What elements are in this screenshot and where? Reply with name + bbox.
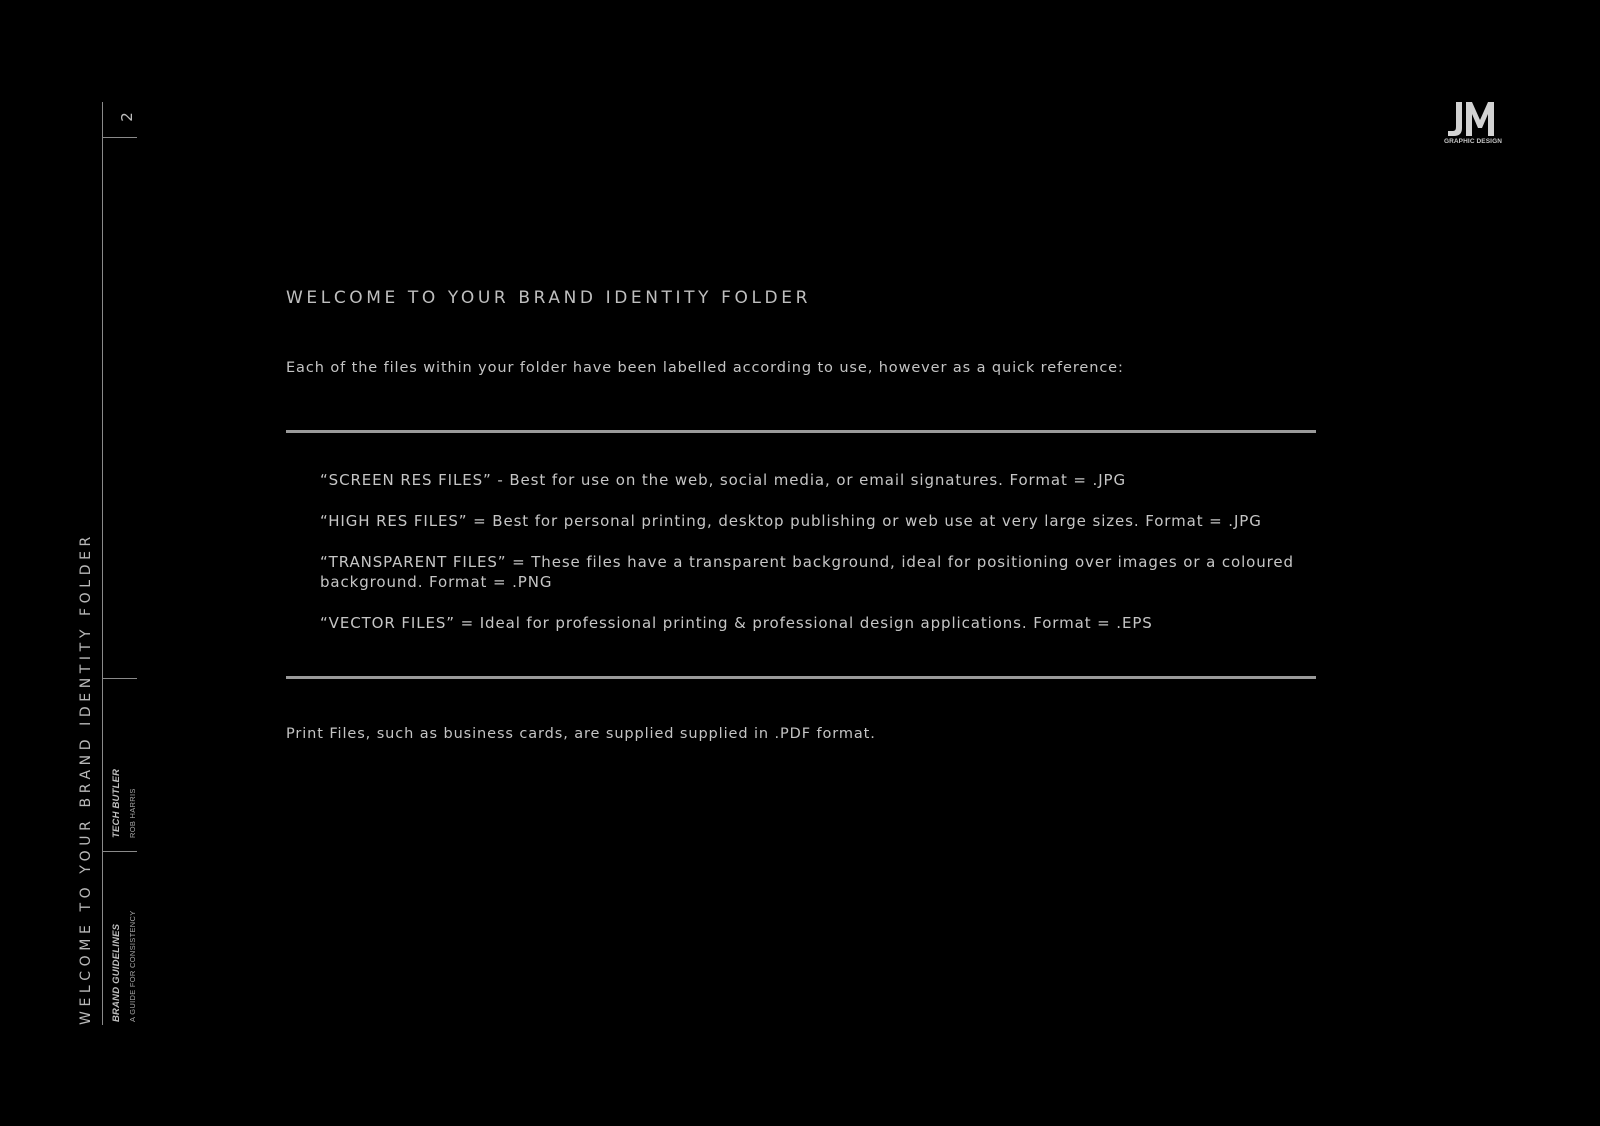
file-type-list [320,470,1305,654]
logo-subtitle: GRAPHIC DESIGN [1443,138,1503,145]
list-item-high-res: “HIGH RES FILES” = Best for personal printing, desktop publishing or web use at very large sizes. Format = .JPG [320,512,1262,530]
sidebar-client-block [111,769,138,838]
divider-top [286,430,1316,433]
page-number: 2 [118,112,136,122]
sidebar-tick-lower [102,851,137,852]
client-name: TECH BUTLER [111,768,122,838]
sidebar-guide-block [111,911,138,1023]
sidebar-vertical-title: WELCOME TO YOUR BRAND IDENTITY FOLDER [78,532,94,1025]
print-files-note: Print Files, such as business cards, are supplied supplied in .PDF format. [286,726,876,742]
intro-text: Each of the files within your folder have been labelled according to use, however as a quick reference: [286,360,1124,376]
guide-subtitle: A GUIDE FOR CONSISTENCY [128,910,137,1022]
guide-title: BRAND GUIDELINES [111,923,122,1022]
list-item-transparent: “TRANSPARENT FILES” = These files have a transparent background, ideal for positioning over images or a coloured background. Format = .PNG [320,553,1294,591]
sidebar-rule [102,102,103,1025]
divider-bottom [286,676,1316,679]
client-contact: ROB HARRIS [128,788,137,838]
sidebar-tick-top [102,137,137,138]
jm-logo-mark-icon [1442,100,1504,138]
list-item-vector: “VECTOR FILES” = Ideal for professional printing & professional design applications. Format = .EPS [320,614,1153,632]
sidebar-tick-middle [102,678,137,679]
list-item-screen-res: “SCREEN RES FILES” - Best for use on the web, social media, or email signatures. Format = .JPG [320,471,1127,489]
jm-logo [1442,100,1504,150]
page-heading: WELCOME TO YOUR BRAND IDENTITY FOLDER [286,288,811,308]
